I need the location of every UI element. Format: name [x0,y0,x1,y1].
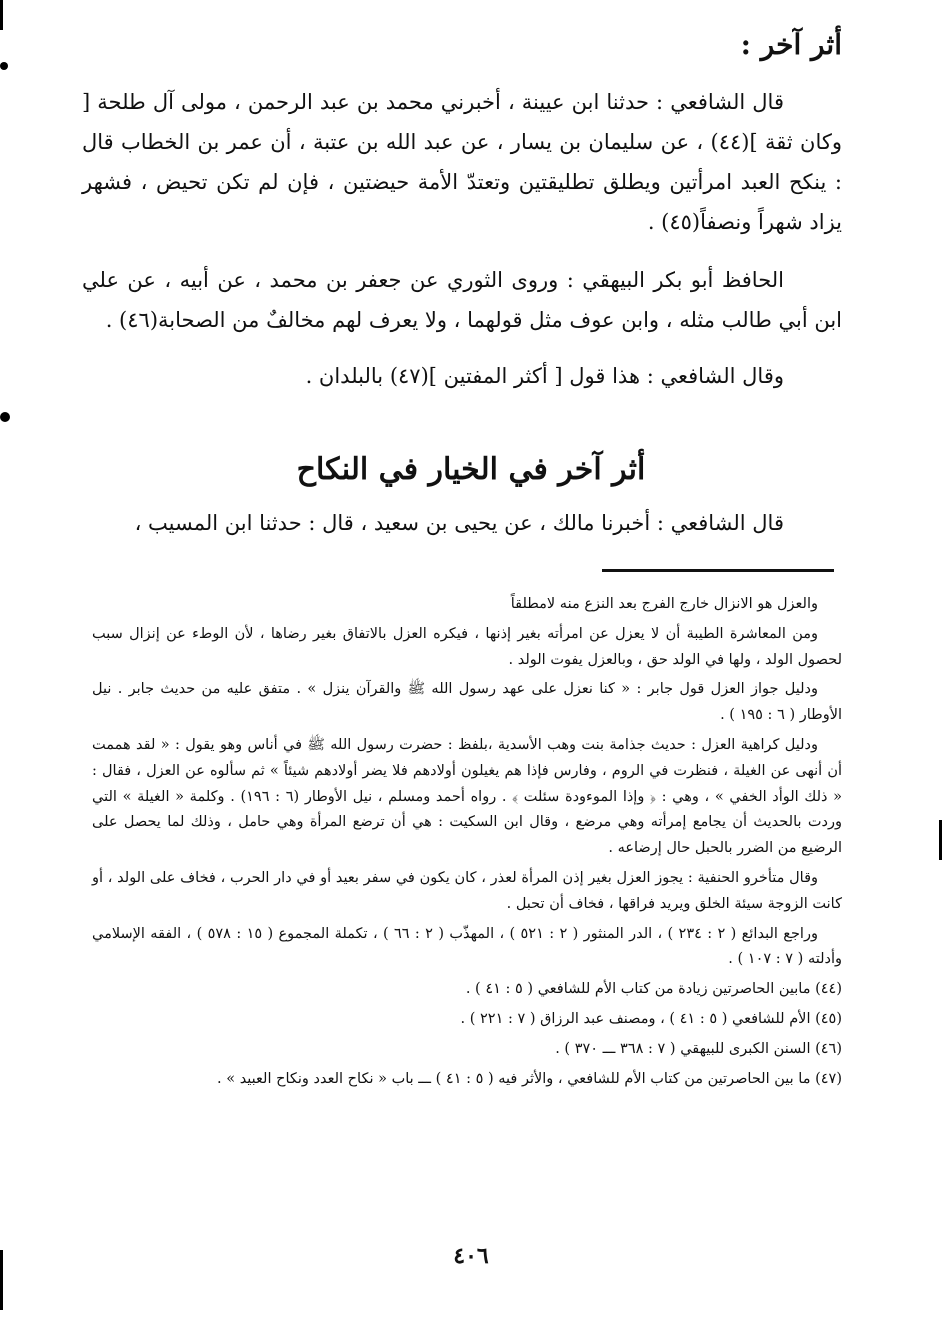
footnote: وقال متأخرو الحنفية : يجوز العزل بغير إذن المرأة لعذر ، كان يكون في سفر بعيد أو في دار الحرب ، فخاف على الولد ، أو كانت الزوجة سيئة الخلق ويريد فراقها ، فخاف أن تحبل . [92,869,842,912]
footnote: (٤٤) مابين الحاصرتين زيادة من كتاب الأم للشافعي ( ٥ : ٤١ ) . [465,981,842,998]
footnote: والعزل هو الانزال خارج الفرج بعد النزع منه لامطلقاً [510,596,818,612]
footnote: (٤٧) ما بين الحاصرتين من كتاب الأم للشافعي ، والأثر فيه ( ٥ : ٤١ ) ـــ باب « نكاح العدد ونكاح العبيد » . [217,1070,842,1087]
body-paragraph: قال الشافعي : أخبرنا مالك ، عن يحيى بن سعيد ، قال : حدثنا ابن المسيب ، [134,511,784,535]
footnote: وراجع البدائع ( ٢ : ٢٣٤ ) ، الدر المنثور ( ٢ : ٥٢١ ) ، المهذّب ( ٢ : ٦٦ ) ، تكملة المجموع ( ١٥ : ٥٧٨ ) ، الفقه الإسلامي وأدلته ( ٧ : ١٠٧ ) . [92,925,842,968]
footnotes [92,592,842,1096]
body-paragraph: قال الشافعي : حدثنا ابن عيينة ، أخبرني محمد بن عبد الرحمن ، مولى آل طلحة [ وكان ثقة ](٤٤) ، عن سليمان بن يسار ، عن عبد الله بن عتبة ، أن عمر بن الخطاب قال : ينكح العبد امرأتين ويطلق تطليقتين وتعتدّ الأمة حيضتين ، فإن لم تكن تحيض ، فشهر يزاد شهراً ونصفاً(٤٥) . [82,90,843,234]
footnote: ومن المعاشرة الطيبة أن لا يعزل عن امرأته بغير إذنها ، فيكره العزل بالاتفاق بغير رضاها ، لأن الوطء عن إنزال سبب لحصول الولد ، ولها في الولد حق ، وبالعزل يفوت الولد . [92,625,842,668]
section-heading: أثر آخر : [740,28,842,61]
footnote: (٤٦) السنن الكبرى للبيهقي ( ٧ : ٣٦٨ ـــ ٣٧٠ ) . [555,1040,842,1057]
body-paragraph: وقال الشافعي : هذا قول [ أكثر المفتين ](٤٧) بالبلدان . [305,364,784,388]
scan-edge [0,1250,3,1310]
scan-edge [0,0,3,30]
scan-speck [0,62,8,70]
footnote: ودليل كراهية العزل : حديث جذامة بنت وهب الأسدية ،بلفظ : حضرت رسول الله ﷺ في أناس وهو يقول : « لقد هممت أن أنهى عن الغيلة ، فنظرت في الروم ، وفارس فإذا هم يغيلون أولادهم فلا يضر أولادهم شيئاً » ثم سألوه عن العزل ، فقال : « ذلك الوأد الخفي » ، وهي : ﴿ وإذا الموءودة سئلت ﴾ . رواه أحمد ومسلم ، نيل الأوطار (٦ : ١٩٦) . وكلمة « الغيلة » التي وردت بالحديث أن يجامع إمرأته وهي مرضع ، وقال ابن السكيت : هي أن ترضع المرأة وهي حامل ، وذلك لما يحصل على الرضيع من الضرر بالحبل حال إرضاعه . [92,736,842,857]
footnote: ودليل جواز العزل قول جابر : « كنا نعزل على عهد رسول الله ﷺ والقرآن ينزل » . متفق عليه من حديث جابر . نيل الأوطار ( ٦ : ١٩٥ ) . [92,681,842,724]
footnote: (٤٥) الأم للشافعي ( ٥ : ٤١ ) ، ومصنف عبد الرزاق ( ٧ : ٢٢١ ) . [460,1010,842,1027]
footnote-separator [602,569,834,572]
body-paragraph: الحافظ أبو بكر البيهقي : وروى الثوري عن جعفر بن محمد ، عن أبيه ، عن علي ابن أبي طالب مثله ، وابن عوف مثل قولهما ، ولا يعرف لهم مخالفٌ من الصحابة(٤٦) . [82,268,842,332]
section-title: أثر آخر في الخيار في النكاح [296,452,646,487]
page-number: ٤٠٦ [453,1243,489,1269]
scan-speck [0,412,10,422]
